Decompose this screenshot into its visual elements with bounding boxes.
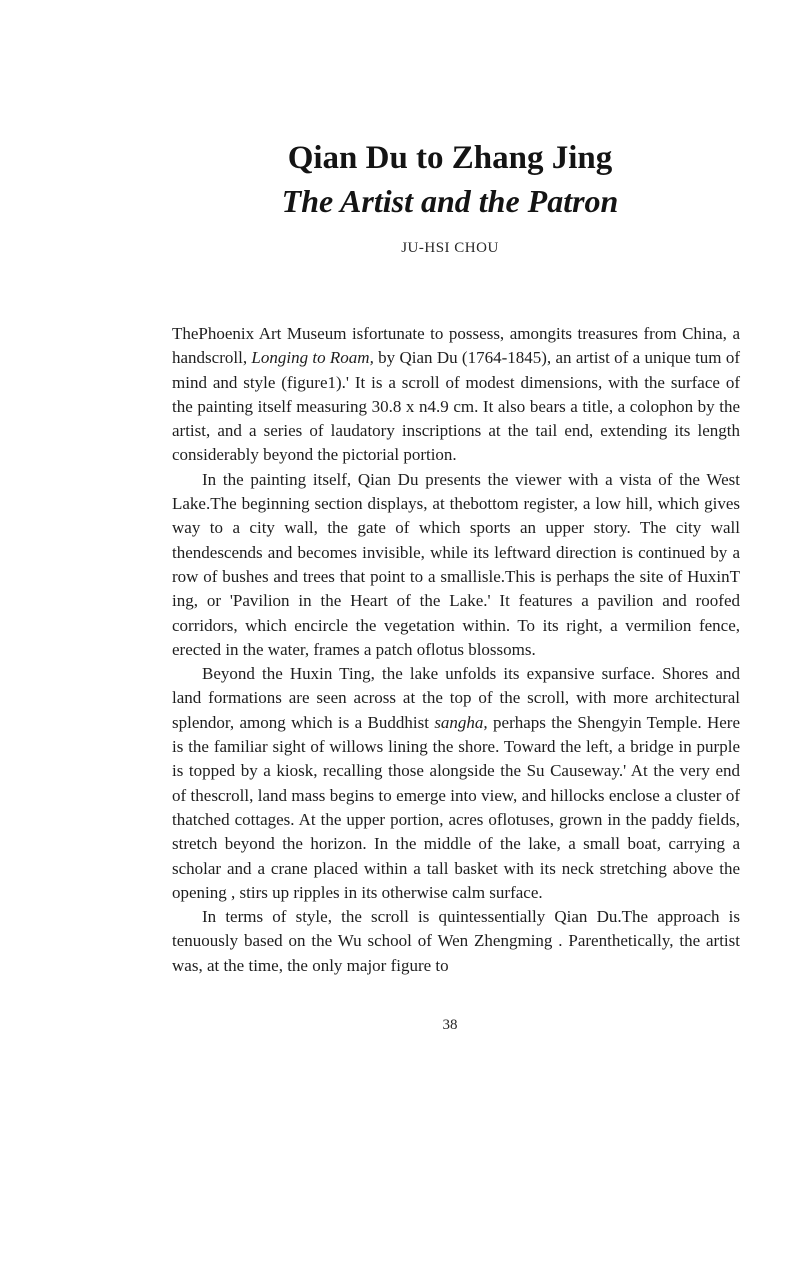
article-author: JU-HSI CHOU: [401, 240, 499, 256]
artwork-title: Longing to Roam,: [251, 348, 374, 368]
paragraph-3: [172, 662, 740, 905]
sangha-term: sangha,: [434, 712, 488, 732]
paragraph-2: In the painting itself, Qian Du presents the viewer with a vista of the West Lake.The beginning section displays, at thebottom register, a low hill, which gives way to a city wall, the gate of which sports an upper story. The city wall thendescends and becomes invisible, while its leftward direction is continued by a row of bushes and trees that point to a smallisle.This is perhaps the site of HuxinT ing, or 'Pavilion in the Heart of the Lake.' It features a pavilion and roofed corridors, which encircle the vegetation within. To its right, a vermilion fence, erected in the water, frames a patch oflotus blossoms.: [172, 469, 740, 659]
paragraph-3-text-c: perhaps the Shengyin Temple. Here is the familiar sight of willows lining the shore. Toward the left, a bridge in purple is topped by a kiosk, recalling those alongside the Su Causeway.' At the very end of thescroll, land mass begins to emerge into view, and hillocks enclose a cluster of thatched cottages. At the upper portion, acres oflotuses, grown in the paddy fields, stretch beyond the horizon. In the middle of the lake, a small boat, carrying a scholar and a crane placed within a tall basket with its neck stretching above the opening , stirs up ripples in its otherwise calm surface.: [172, 712, 740, 902]
paragraph-1: [172, 322, 740, 468]
paragraph-4: In terms of style, the scroll is quintessentially Qian Du.The approach is tenuously based on the Wu school of Wen Zhengming . Parenthetically, the artist was, at the time, the only major figure to: [172, 907, 740, 975]
paragraph-1-text-a: ThePhoenix Art Museum isfortunate to possess, amongits treasures from China, a handscroll,: [172, 324, 740, 368]
paragraph-3-text-a: Beyond the Huxin Ting, the lake unfolds its expansive surface. Shores and land formations are seen across at the top of the scroll, with more architectural splendor, among which is a Buddhist: [172, 664, 740, 732]
paragraph-1-text-c: by Qian Du (1764-1845), an artist of a unique tum of mind and style (figure1).' It is a scroll of modest dimensions, with the surface of the painting itself measuring 30.8 x n4.9 cm. It also bears a title, a colophon by the artist, and a series of laudatory inscriptions at the tail end, extending its length considerably beyond the pictorial portion.: [172, 348, 740, 465]
page-number: 38: [442, 1017, 458, 1033]
article-title: Qian Du to Zhang Jing: [287, 140, 613, 176]
article-body: [172, 322, 740, 978]
article-subtitle: The Artist and the Patron: [281, 183, 619, 219]
